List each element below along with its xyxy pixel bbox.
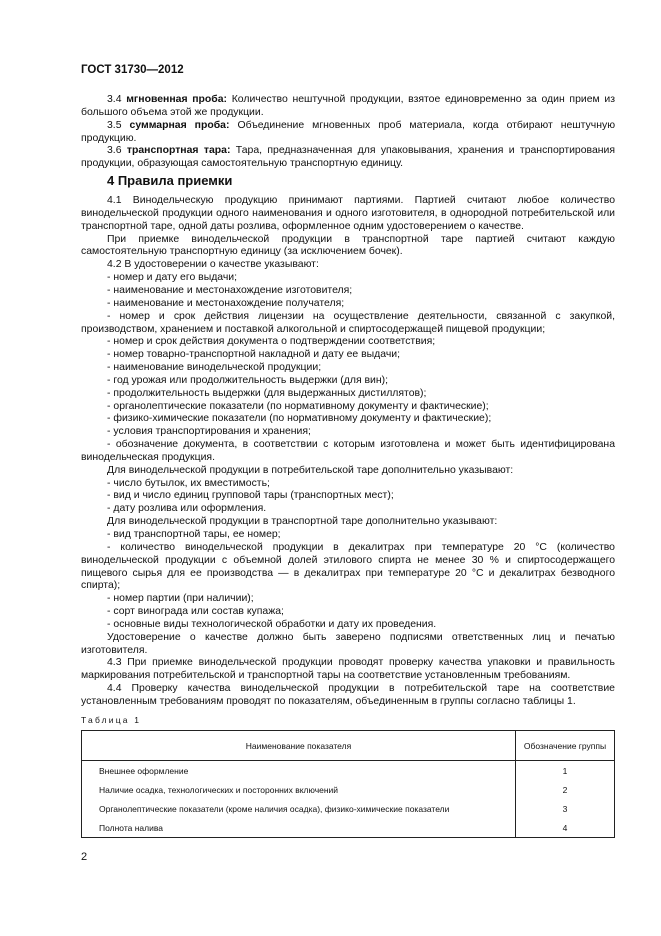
column-header-name: Наименование показателя bbox=[82, 731, 516, 761]
list-item: - количество винодельческой продукции в декалитрах при температуре 20 °С (количество винодельческой продукции с объемной долей этилового спирта не менее 30 % и спиртосодержащего пищевого сырья для ее производства — в декалитрах при температуре 20 °С и декалитрах безводного спирта); bbox=[81, 541, 615, 592]
definition-text: Тара, предназначенная для упаковывания, хранения и транспортирования продукции, образующая самостоятельную транспортную единицу. bbox=[81, 145, 616, 170]
paragraph: 4.3 При приемке винодельческой продукции проводят проверку качества упаковки и правильность маркирования потребительской и транспортной тары на соответствие установленным требованиям. bbox=[81, 657, 615, 682]
clause-number: 3.5 bbox=[107, 119, 122, 131]
column-header-group: Обозначение группы bbox=[516, 731, 615, 761]
list-item: - дату розлива или оформления. bbox=[107, 503, 267, 515]
clause-number: 3.4 bbox=[107, 94, 122, 105]
paragraph: Для винодельческой продукции в транспортной таре дополнительно указывают: bbox=[107, 516, 498, 528]
page-number: 2 bbox=[81, 851, 88, 863]
list-item: - основные виды технологической обработки и дату их проведения. bbox=[107, 618, 437, 630]
list-item: - продолжительность выдержки (для выдержанных дистиллятов); bbox=[107, 387, 427, 399]
table-caption: Таблица 1 bbox=[81, 715, 142, 725]
document-header: ГОСТ 31730—2012 bbox=[81, 64, 184, 76]
list-item: - физико-химические показатели (по нормативному документу и фактические); bbox=[107, 413, 492, 425]
term: транспортная тара: bbox=[126, 145, 231, 157]
list-item: - номер и дату его выдачи; bbox=[107, 272, 238, 284]
list-item: - наименование и местонахождение изготовителя; bbox=[107, 284, 353, 296]
group-number: 4 bbox=[516, 818, 615, 838]
table-row bbox=[82, 780, 615, 799]
list-item: - условия транспортирования и хранения; bbox=[107, 426, 311, 438]
list-item: - номер товарно-транспортной накладной и дату ее выдачи; bbox=[107, 349, 401, 361]
list-item: - вид и число единиц групповой тары (транспортных мест); bbox=[107, 490, 394, 502]
list-item: - номер и срок действия документа о подтверждении соответствия; bbox=[107, 336, 436, 348]
list-item: - номер партии (при наличии); bbox=[107, 593, 254, 605]
definition-3-5 bbox=[81, 120, 615, 146]
paragraph: 4.2 В удостоверении о качестве указывают: bbox=[107, 259, 319, 271]
list-item: - число бутылок, их вместимость; bbox=[107, 477, 270, 489]
definition-text: Количество нештучной продукции, взятое единовременно за один прием из большого объема этой же продукции. bbox=[81, 94, 615, 118]
list-item: - обозначение документа, в соответствии с которым изготовлена и может быть идентифицирована винодельческая продукция. bbox=[81, 439, 615, 463]
section-title: 4 Правила приемки bbox=[107, 173, 233, 189]
definition-3-6 bbox=[81, 145, 615, 171]
document-body bbox=[81, 94, 615, 709]
indicator-name: Внешнее оформление bbox=[82, 761, 516, 781]
group-number: 3 bbox=[516, 799, 615, 818]
group-number: 2 bbox=[516, 780, 615, 799]
definition-3-4 bbox=[81, 94, 615, 120]
table-row bbox=[82, 818, 615, 838]
indicators-table bbox=[81, 730, 615, 838]
paragraph: Для винодельческой продукции в потребительской таре дополнительно указывают: bbox=[107, 464, 514, 476]
paragraph: 4.1 Винодельческую продукцию принимают партиями. Партией считают любое количество винодельческой продукции одного наименования и одного изготовителя, в однородной потребительской или транспортной таре, одной даты розлива, оформленное одним удостоверением о качестве. bbox=[81, 195, 615, 232]
table-row bbox=[82, 761, 615, 781]
paragraph: Удостоверение о качестве должно быть заверено подписями ответственных лиц и печатью изготовителя. bbox=[81, 631, 615, 656]
definition-text: Объединение мгновенных проб материала, когда отбирают нештучную продукцию. bbox=[81, 119, 616, 144]
paragraph: При приемке винодельческой продукции в транспортной таре партией считают каждую самостоятельную транспортную единицу (за исключением бочек). bbox=[81, 233, 615, 258]
list-item: - номер и срок действия лицензии на осуществление деятельности, связанной с закупкой, производством, хранением и поставкой алкогольной и спиртосодержащей пищевой продукции; bbox=[81, 310, 615, 335]
paragraph: 4.4 Проверку качества винодельческой продукции в потребительской таре на соответствие установленным требованиям проводят по показателям, объединенным в группы согласно таблицы 1. bbox=[81, 683, 615, 707]
term: суммарная проба: bbox=[129, 119, 230, 131]
indicator-name: Органолептические показатели (кроме наличия осадка), физико-химические показатели bbox=[82, 799, 516, 818]
list-transport-package bbox=[81, 529, 615, 632]
table-row bbox=[82, 799, 615, 818]
list-item: - год урожая или продолжительность выдержки (для вин); bbox=[107, 374, 389, 386]
list-certificate-items bbox=[81, 272, 615, 465]
clause-number: 3.6 bbox=[107, 145, 122, 157]
list-item: - наименование винодельческой продукции; bbox=[107, 362, 322, 374]
list-item: - сорт винограда или состав купажа; bbox=[107, 606, 284, 618]
list-item: - наименование и местонахождение получателя; bbox=[107, 297, 345, 309]
list-item: - вид транспортной тары, ее номер; bbox=[107, 529, 281, 540]
table-header-row bbox=[82, 731, 615, 761]
list-consumer-package bbox=[81, 478, 615, 517]
indicator-name: Наличие осадка, технологических и посторонних включений bbox=[82, 780, 516, 799]
term: мгновенная проба: bbox=[126, 94, 228, 105]
group-number: 1 bbox=[516, 761, 615, 781]
list-item: - органолептические показатели (по нормативному документу и фактические); bbox=[107, 400, 489, 412]
indicator-name: Полнота налива bbox=[82, 818, 516, 838]
